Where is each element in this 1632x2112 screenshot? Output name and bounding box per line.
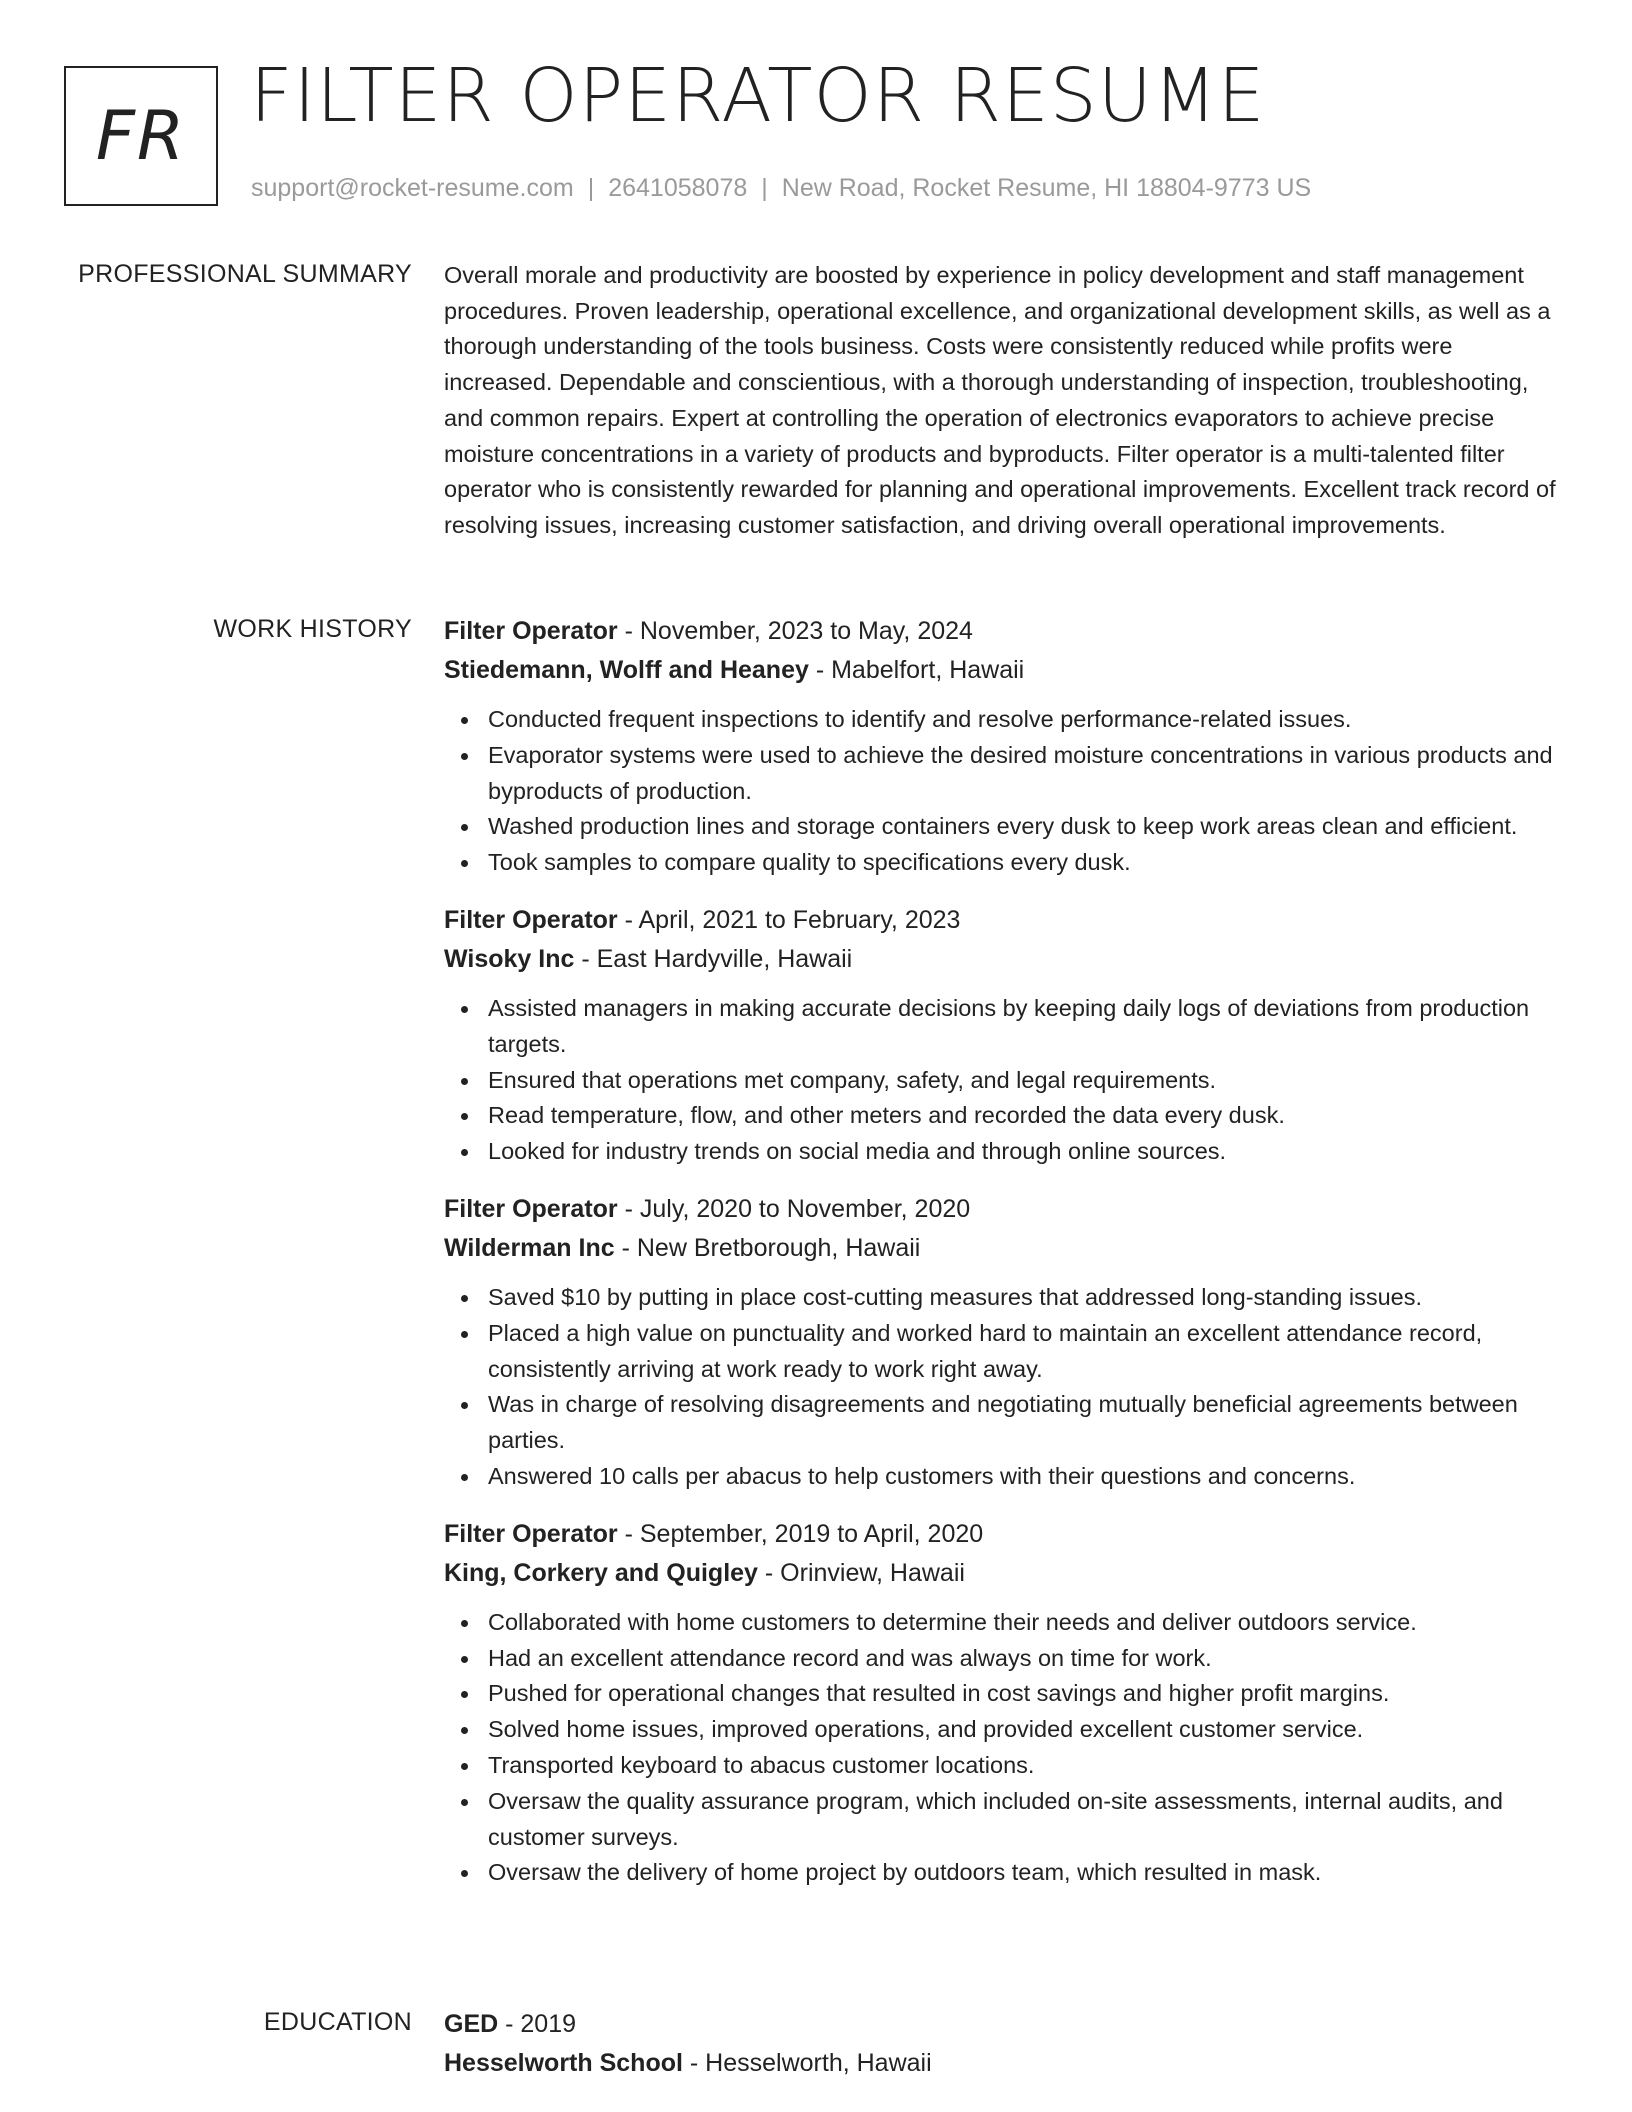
job-entry <box>444 1515 1559 1891</box>
bullet-item: Assisted managers in making accurate decisions by keeping daily logs of deviations from production targets. <box>444 991 1559 1063</box>
education-location: - Hesselworth, Hawaii <box>682 2049 932 2077</box>
job-company: Wilderman Inc <box>444 1233 615 1262</box>
job-dates: - November, 2023 to May, 2024 <box>617 617 973 645</box>
contact-phone[interactable]: 2641058078 <box>608 174 748 202</box>
job-title-line <box>444 901 1559 940</box>
job-title-line <box>444 1190 1559 1229</box>
job-title-line <box>444 1515 1559 1554</box>
job-company-line <box>444 651 1559 690</box>
resume-title: FILTER OPERATOR RESUME <box>250 53 1266 139</box>
job-company: King, Corkery and Quigley <box>444 1558 758 1587</box>
summary-heading: PROFESSIONAL SUMMARY <box>78 260 412 288</box>
bullet-item: Took samples to compare quality to specifications every dusk. <box>444 845 1559 881</box>
job-company: Wisoky Inc <box>444 944 575 973</box>
job-company-line <box>444 1554 1559 1593</box>
job-title: Filter Operator <box>444 1519 618 1548</box>
education-degree-line <box>444 2005 1559 2044</box>
bullet-item: Had an excellent attendance record and was always on time for work. <box>444 1641 1559 1677</box>
education-body <box>444 2005 1559 2083</box>
job-bullets <box>444 702 1559 881</box>
job-dates: - September, 2019 to April, 2020 <box>617 1519 984 1548</box>
bullet-item: Washed production lines and storage containers every dusk to keep work areas clean and efficient. <box>444 809 1559 845</box>
monogram-box <box>64 66 218 206</box>
job-bullets <box>444 1605 1559 1891</box>
job-company-line <box>444 1229 1559 1268</box>
contact-separator: | <box>761 174 768 202</box>
bullet-item: Evaporator systems were used to achieve the desired moisture concentrations in various products and byproducts of production. <box>444 738 1559 810</box>
job-company: Stiedemann, Wolff and Heaney <box>444 656 809 684</box>
job-location: - Mabelfort, Hawaii <box>808 656 1025 684</box>
summary-body <box>444 258 1559 544</box>
education-heading: EDUCATION <box>263 2008 412 2036</box>
bullet-item: Conducted frequent inspections to identify and resolve performance-related issues. <box>444 702 1559 738</box>
bullet-item: Placed a high value on punctuality and worked hard to maintain an excellent attendance record, consistently arriving at work ready to work right away. <box>444 1316 1559 1388</box>
job-title: Filter Operator <box>444 1194 618 1223</box>
education-school: Hesselworth School <box>444 2049 683 2077</box>
work-history-heading: WORK HISTORY <box>213 615 412 643</box>
work-history-body <box>444 612 1559 1911</box>
bullet-item: Was in charge of resolving disagreements and negotiating mutually beneficial agreements between parties. <box>444 1387 1559 1459</box>
job-location: - Orinview, Hawaii <box>757 1558 965 1587</box>
contact-line <box>251 174 1311 203</box>
bullet-item: Oversaw the delivery of home project by outdoors team, which resulted in mask. <box>444 1855 1559 1891</box>
job-entry <box>444 1190 1559 1495</box>
bullet-item: Answered 10 calls per abacus to help customers with their questions and concerns. <box>444 1459 1559 1495</box>
bullet-item: Pushed for operational changes that resulted in cost savings and higher profit margins. <box>444 1676 1559 1712</box>
job-location: - New Bretborough, Hawaii <box>614 1233 921 1262</box>
bullet-item: Ensured that operations met company, safety, and legal requirements. <box>444 1063 1559 1099</box>
job-dates: - July, 2020 to November, 2020 <box>617 1194 971 1223</box>
education-year: - 2019 <box>498 2010 577 2038</box>
job-bullets <box>444 1280 1559 1495</box>
job-title: Filter Operator <box>444 617 618 645</box>
contact-address: New Road, Rocket Resume, HI 18804-9773 US <box>781 174 1312 202</box>
job-bullets <box>444 991 1559 1170</box>
bullet-item: Transported keyboard to abacus customer locations. <box>444 1748 1559 1784</box>
contact-separator: | <box>587 174 595 202</box>
bullet-item: Read temperature, flow, and other meters and recorded the data every dusk. <box>444 1098 1559 1134</box>
job-entry <box>444 612 1559 881</box>
summary-text: Overall morale and productivity are boosted by experience in policy development and staff management procedures. Proven leadership, operational excellence, and organizational development skills, as well as a thorough understanding of the tools business. Costs were consistently reduced while profits were increased. Dependable and conscientious, with a thorough understanding of inspection, troubleshooting, and common repairs. Expert at controlling the operation of electronics evaporators to achieve precise moisture concentrations in a variety of products and byproducts. Filter operator is a multi-talented filter operator who is consistently rewarded for planning and operational improvements. Excellent track record of resolving issues, increasing customer satisfaction, and driving overall operational improvements. <box>444 262 1556 538</box>
contact-email[interactable]: support@rocket-resume.com <box>251 174 574 202</box>
education-degree: GED <box>444 2010 499 2038</box>
job-dates: - April, 2021 to February, 2023 <box>617 905 961 934</box>
bullet-item: Looked for industry trends on social media and through online sources. <box>444 1134 1559 1170</box>
bullet-item: Solved home issues, improved operations, and provided excellent customer service. <box>444 1712 1559 1748</box>
job-company-line <box>444 940 1559 979</box>
job-title-line <box>444 612 1559 651</box>
bullet-item: Saved $10 by putting in place cost-cutting measures that addressed long-standing issues. <box>444 1280 1559 1316</box>
bullet-item: Oversaw the quality assurance program, which included on-site assessments, internal audits, and customer surveys. <box>444 1784 1559 1856</box>
job-location: - East Hardyville, Hawaii <box>574 944 853 973</box>
monogram-initials: FR <box>95 96 187 176</box>
job-title: Filter Operator <box>444 905 618 934</box>
bullet-item: Collaborated with home customers to determine their needs and deliver outdoors service. <box>444 1605 1559 1641</box>
job-entry <box>444 901 1559 1170</box>
education-school-line <box>444 2044 1559 2083</box>
